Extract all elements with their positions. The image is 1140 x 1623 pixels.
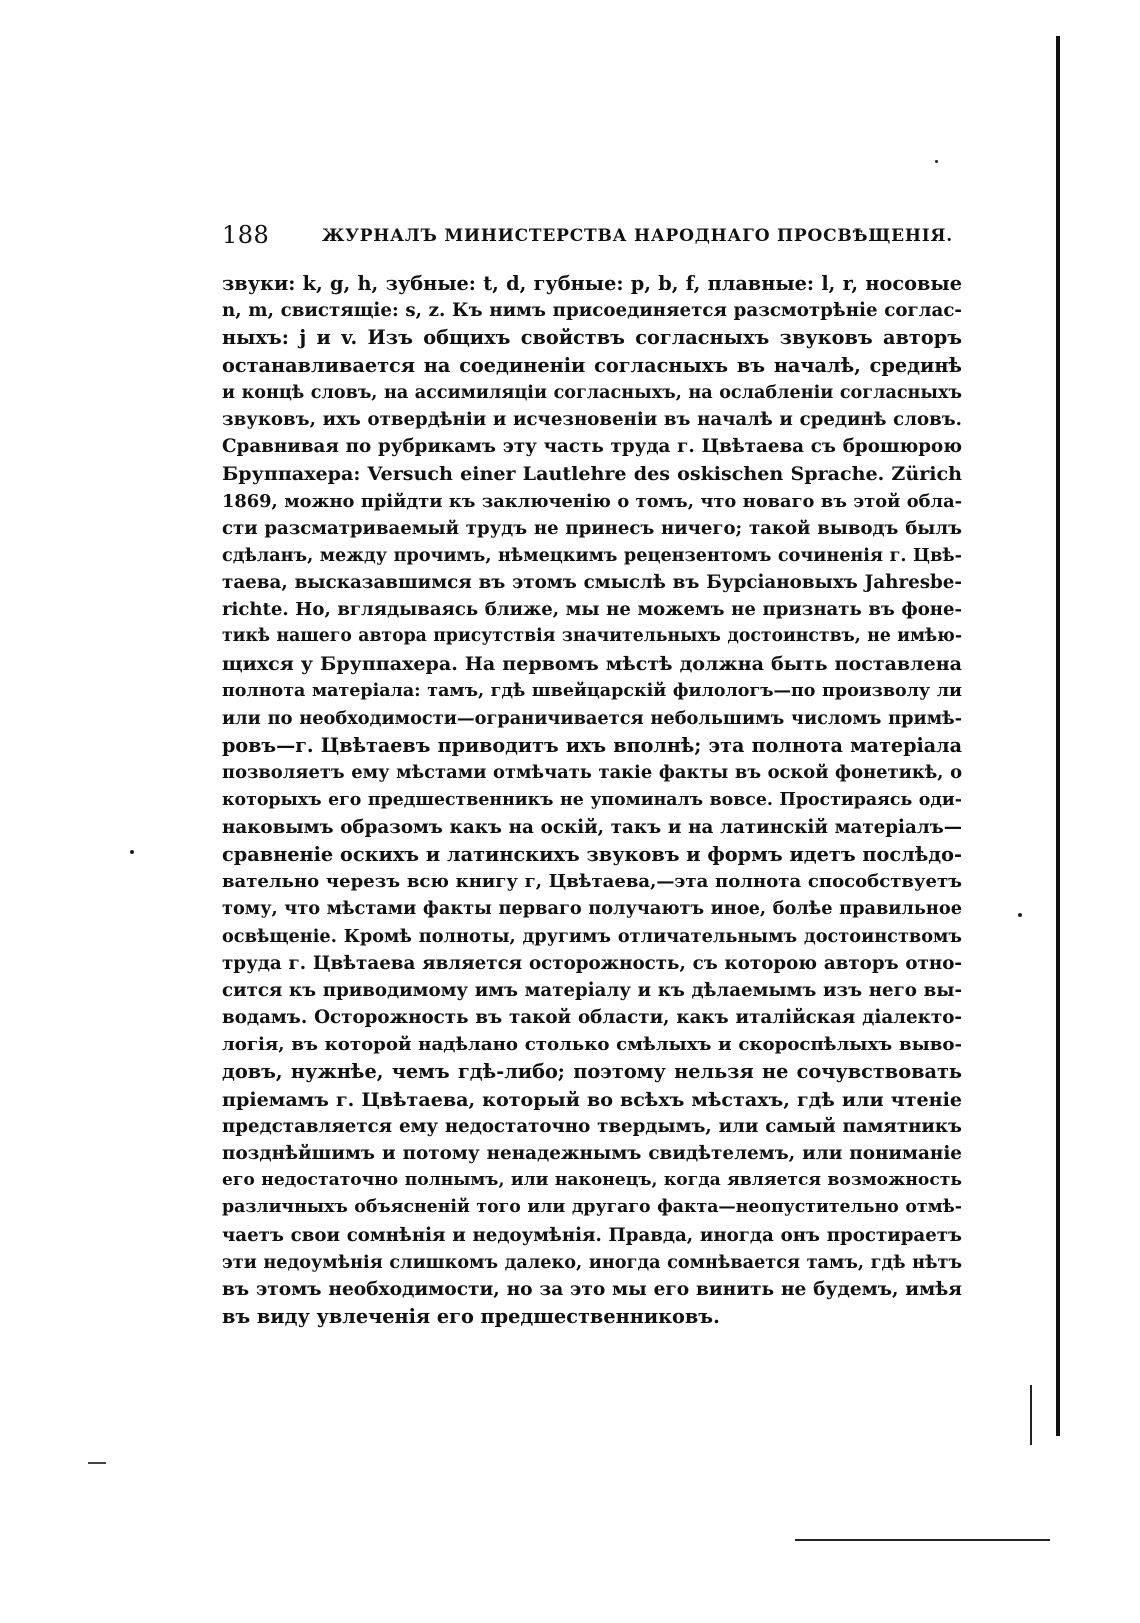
text-line: n, m, свистящіе: s, z. Къ нимъ присоединяется разсмотрѣніе соглас- — [222, 300, 962, 322]
text-line: тикѣ нашего автора присутствія значительныхъ достоинствъ, не имѣю- — [222, 626, 962, 647]
scan-speck — [1018, 913, 1022, 917]
text-line: останавливается на соединеніи согласныхъ въ началѣ, срединѣ — [222, 353, 962, 377]
text-line: освѣщеніе. Кромѣ полноты, другимъ отличательнымъ достоинствомъ — [222, 925, 962, 947]
text-line: позволяетъ ему мѣстами отмѣчать такіе факты въ оской фонетикѣ, о — [222, 762, 962, 784]
text-line: наковымъ образомъ какъ на оскій, такъ и на латинскій матеріалъ— — [222, 816, 962, 838]
page-bottom-rule — [795, 1539, 1050, 1541]
text-line: различныхъ объясненій того или другаго факта—неопустительно отмѣ- — [222, 1197, 962, 1218]
text-line: и концѣ словъ, на ассимиляціи согласныхъ, на ослабленіи согласныхъ — [222, 381, 962, 403]
text-line: щихся у Бруппахера. На первомъ мѣстѣ должна быть поставлена — [222, 652, 962, 675]
scan-speck — [130, 850, 134, 854]
text-line: водамъ. Осторожность въ такой области, какъ италійская діалекто- — [222, 1007, 962, 1029]
text-line: сти разсматриваемый трудъ не принесъ ничего; такой выводъ былъ — [222, 517, 962, 539]
text-line: сдѣланъ, между прочимъ, нѣмецкимъ рецензентомъ сочиненія г. Цвѣ- — [222, 544, 962, 566]
text-line: полнота матеріала: тамъ, гдѣ швейцарскій филологъ—по произволу ли — [222, 680, 962, 701]
text-line: въ виду увлеченія его предшественниковъ. — [222, 1305, 720, 1329]
scan-speck — [935, 160, 938, 163]
text-line: сится къ приводимому имъ матеріалу и къ дѣлаемымъ изъ него вы- — [222, 979, 962, 1001]
page-edge-mark — [1030, 1385, 1032, 1445]
text-line: которыхъ его предшественникъ не упоминалъ вовсе. Простираясь оди- — [222, 789, 962, 810]
text-line: въ этомъ необходимости, но за это мы его винить не будемъ, имѣя — [222, 1278, 962, 1300]
text-line: эти недоумѣнія слишкомъ далеко, иногда сомнѣвается тамъ, гдѣ нѣтъ — [222, 1251, 962, 1273]
margin-mark — [88, 1462, 106, 1464]
text-line: звуковъ, ихъ отвердѣніи и исчезновеніи въ началѣ и срединѣ словъ. — [222, 408, 962, 430]
text-line: звуки: k, g, h, зубные: t, d, губные: p, b, f, плавные: l, r, носовые — [222, 272, 962, 295]
text-line: ровъ—г. Цвѣтаевъ приводитъ ихъ вполнѣ; эта полнота матеріала — [222, 734, 962, 758]
text-line: ныхъ: j и v. Изъ общихъ свойствъ согласныхъ звуковъ авторъ — [222, 326, 962, 350]
text-line: довъ, нужнѣе, чемъ гдѣ-либо; поэтому нельзя не сочувствовать — [222, 1060, 962, 1084]
text-line: richte. Но, вглядываясь ближе, мы не можемъ не признать въ фоне- — [222, 599, 962, 621]
text-line: чаетъ свои сомнѣнія и недоумѣнія. Правда, иногда онъ простираетъ — [222, 1224, 962, 1246]
text-line: или по необходимости—ограничивается небольшимъ числомъ примѣ- — [222, 708, 962, 729]
text-line: вательно черезъ всю книгу г, Цвѣтаева,—эта полнота способствуетъ — [222, 871, 962, 893]
body-paragraph — [222, 270, 962, 1330]
page-number: 188 — [222, 221, 270, 249]
text-line: Сравнивая по рубрикамъ эту часть труда г. Цвѣтаева съ брошюрою — [222, 436, 962, 458]
running-head: ЖУРНАЛЪ МИНИСТЕРСТВА НАРОДНАГО ПРОСВѢЩЕНІЯ. — [322, 226, 954, 246]
text-line: таева, высказавшимся въ этомъ смыслѣ въ Бурсіановыхъ Jahresbe- — [222, 572, 962, 594]
text-line: его недостаточно полнымъ, или наконецъ, когда является возможность — [222, 1170, 962, 1191]
text-line: представляется ему недостаточно твердымъ, или самый памятникъ — [222, 1115, 962, 1137]
page-edge-rule — [1056, 36, 1060, 1436]
text-line: пріемамъ г. Цвѣтаева, который во всѣхъ мѣстахъ, гдѣ или чтеніе — [222, 1087, 962, 1111]
text-line: логія, въ которой надѣлано столько смѣлыхъ и скороспѣлыхъ выво- — [222, 1034, 962, 1056]
text-line: тому, что мѣстами факты перваго получаютъ иное, болѣе правильное — [222, 898, 962, 920]
text-line: Бруппахера: Versuch einer Lautlehre des oskischen Sprache. Zürich — [222, 462, 962, 486]
text-line: сравненіе оскихъ и латинскихъ звуковъ и формъ идетъ послѣдо- — [222, 842, 962, 866]
text-line: 1869, можно прійдти къ заключенію о томъ, что новаго въ этой обла- — [222, 490, 962, 512]
text-line: труда г. Цвѣтаева является осторожность, съ которою авторъ отно- — [222, 952, 962, 974]
text-line: позднѣйшимъ и потому ненадежнымъ свидѣтелемъ, или пониманіе — [222, 1143, 962, 1164]
